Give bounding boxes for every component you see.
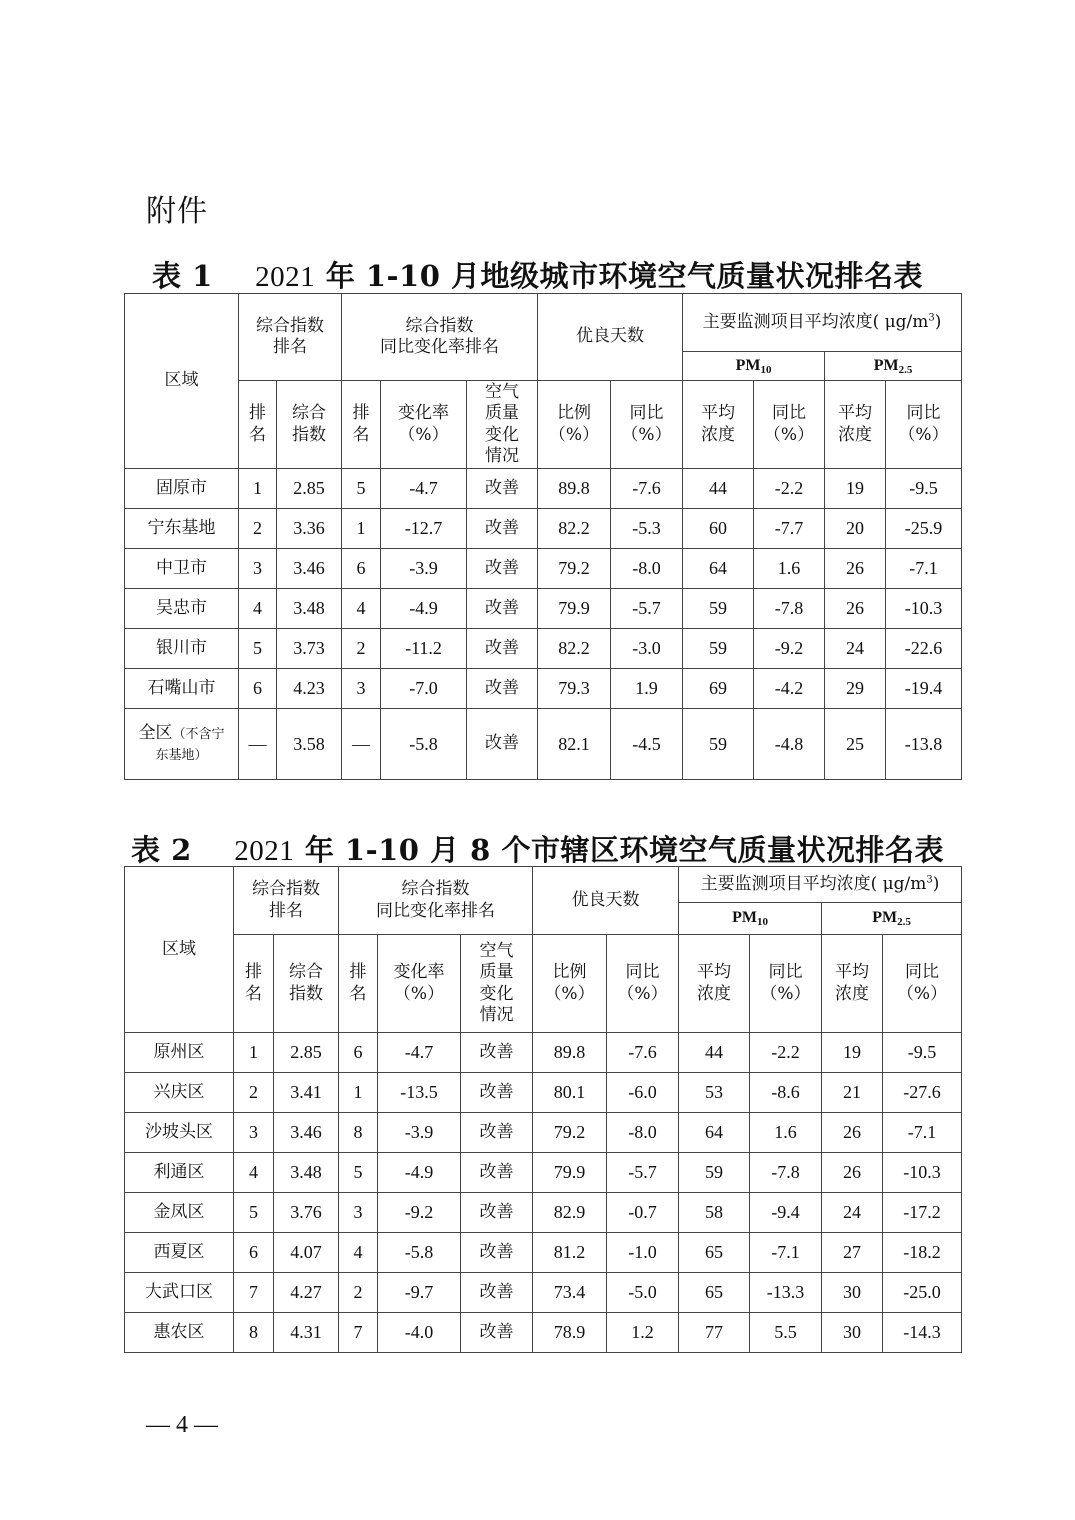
pm10-yoy-cell: -9.4: [750, 1193, 822, 1233]
region-cell: 固原市: [125, 469, 239, 509]
change-rank-group-header: 综合指数 同比变化率排名: [342, 294, 538, 381]
pollutant-group-header: 主要监测项目平均浓度( $\mu g/m^3$): [683, 294, 962, 352]
quality-cell: 改善: [467, 669, 538, 709]
ratio-cell: 82.2: [538, 509, 611, 549]
pm25-header: $PM_{2.5}$: [825, 352, 962, 381]
table1-caption-text: 年 1-10 月地级城市环境空气质量状况排名表: [325, 259, 924, 293]
index-cell: 4.27: [274, 1273, 339, 1313]
change-rank-cell: 3: [339, 1193, 378, 1233]
pm10-yoy-cell: 5.5: [750, 1313, 822, 1353]
table1-body: [125, 469, 962, 709]
change-rate-cell: -4.7: [378, 1033, 461, 1073]
region-cell: 银川市: [125, 629, 239, 669]
change-rank-cell: 2: [339, 1273, 378, 1313]
pm10-yoy-cell: -13.3: [750, 1273, 822, 1313]
quality-cell: 改善: [461, 1033, 533, 1073]
pm25-yoy-cell: -9.5: [883, 1033, 962, 1073]
change-rank-header: 排 名: [342, 381, 381, 469]
pm25-yoy-cell: -18.2: [883, 1233, 962, 1273]
ratio-yoy-cell: -8.0: [611, 549, 683, 589]
region-cell: 石嘴山市: [125, 669, 239, 709]
change-rank-group-header: 综合指数 同比变化率排名: [339, 867, 533, 935]
ratio-yoy-cell: -7.6: [607, 1033, 679, 1073]
pm10-yoy-cell: -7.8: [750, 1153, 822, 1193]
change-rate-cell: -4.7: [381, 469, 467, 509]
table2-caption-year: 2021: [234, 835, 295, 867]
region-cell: 惠农区: [125, 1313, 234, 1353]
composite-rank-group-header: 综合指数 排名: [234, 867, 339, 935]
region-cell: 兴庆区: [125, 1073, 234, 1113]
ratio-cell: 79.2: [538, 549, 611, 589]
pm25-avg-cell: 24: [825, 629, 886, 669]
pm10-avg-cell: 77: [679, 1313, 750, 1353]
index-cell: 2.85: [277, 469, 342, 509]
total-ratio-yoy-cell: -4.5: [611, 709, 683, 780]
pm25-yoy-header: 同比 （%）: [886, 381, 962, 469]
pm25-avg-cell: 26: [822, 1153, 883, 1193]
pm25-avg-cell: 26: [822, 1113, 883, 1153]
pm25-avg-cell: 21: [822, 1073, 883, 1113]
table1-header-row-3: [125, 381, 962, 469]
total-rank-cell: —: [239, 709, 277, 780]
pm25-avg-cell: 19: [822, 1033, 883, 1073]
rank-cell: 3: [239, 549, 277, 589]
quality-cell: 改善: [461, 1273, 533, 1313]
ratio-cell: 89.8: [533, 1033, 607, 1073]
pm10-avg-cell: 58: [679, 1193, 750, 1233]
pm10-yoy-cell: 1.6: [750, 1113, 822, 1153]
ratio-cell: 79.3: [538, 669, 611, 709]
pm25-avg-cell: 30: [822, 1273, 883, 1313]
table1-header-row-1: [125, 294, 962, 352]
pm10-yoy-cell: -8.6: [750, 1073, 822, 1113]
pm10-avg-cell: 59: [683, 629, 754, 669]
index-cell: 3.46: [277, 549, 342, 589]
pm25-header: $PM_{2.5}$: [822, 903, 962, 935]
region-cell: 中卫市: [125, 549, 239, 589]
pm10-avg-cell: 44: [683, 469, 754, 509]
table-row: [125, 629, 962, 669]
ratio-cell: 80.1: [533, 1073, 607, 1113]
pm10-avg-cell: 64: [679, 1113, 750, 1153]
pm25-avg-cell: 24: [822, 1193, 883, 1233]
ratio-cell: 78.9: [533, 1313, 607, 1353]
change-rank-cell: 6: [339, 1033, 378, 1073]
rank-cell: 6: [239, 669, 277, 709]
total-change-rank-cell: —: [342, 709, 381, 780]
change-rank-cell: 3: [342, 669, 381, 709]
pm25-yoy-cell: -7.1: [883, 1113, 962, 1153]
region-cell: 西夏区: [125, 1233, 234, 1273]
good-days-group-header: 优良天数: [538, 294, 683, 381]
total-pm10-avg-cell: 59: [683, 709, 754, 780]
table-row: [125, 1193, 962, 1233]
pm25-yoy-cell: -7.1: [886, 549, 962, 589]
pm10-avg-cell: 60: [683, 509, 754, 549]
table2-header-row-3: [125, 935, 962, 1033]
pm25-avg-cell: 20: [825, 509, 886, 549]
rank-cell: 2: [234, 1073, 274, 1113]
rank-cell: 2: [239, 509, 277, 549]
ratio-cell: 82.9: [533, 1193, 607, 1233]
index-header: 综合 指数: [277, 381, 342, 469]
table-row: [125, 1153, 962, 1193]
region-header: 区域: [125, 294, 239, 469]
pm10-yoy-header: 同比 （%）: [750, 935, 822, 1033]
change-rate-cell: -4.9: [381, 589, 467, 629]
rank-cell: 8: [234, 1313, 274, 1353]
quality-cell: 改善: [461, 1153, 533, 1193]
pm10-avg-cell: 59: [683, 589, 754, 629]
pm10-yoy-cell: -7.1: [750, 1233, 822, 1273]
region-cell: 吴忠市: [125, 589, 239, 629]
ratio-cell: 79.9: [538, 589, 611, 629]
change-rate-cell: -11.2: [381, 629, 467, 669]
pm25-avg-header: 平均 浓度: [825, 381, 886, 469]
table-row: [125, 589, 962, 629]
pollutant-group-header: 主要监测项目平均浓度( $\mu g/m^3$): [679, 867, 962, 903]
change-rank-header: 排 名: [339, 935, 378, 1033]
ratio-yoy-cell: -1.0: [607, 1233, 679, 1273]
quality-change-header: 空气 质量 变化 情况: [461, 935, 533, 1033]
change-rate-cell: -9.2: [378, 1193, 461, 1233]
index-cell: 3.73: [277, 629, 342, 669]
pm25-yoy-cell: -17.2: [883, 1193, 962, 1233]
pm25-yoy-header: 同比 （%）: [883, 935, 962, 1033]
pm25-yoy-cell: -9.5: [886, 469, 962, 509]
good-days-group-header: 优良天数: [533, 867, 679, 935]
table-row: [125, 1273, 962, 1313]
region-cell: 金凤区: [125, 1193, 234, 1233]
table2: [124, 866, 962, 1353]
change-rank-cell: 5: [339, 1153, 378, 1193]
pm10-avg-header: 平均 浓度: [679, 935, 750, 1033]
pm25-yoy-cell: -27.6: [883, 1073, 962, 1113]
rank-cell: 4: [239, 589, 277, 629]
change-rate-cell: -4.0: [378, 1313, 461, 1353]
pm10-avg-cell: 59: [679, 1153, 750, 1193]
change-rank-cell: 6: [342, 549, 381, 589]
pm25-avg-cell: 30: [822, 1313, 883, 1353]
table2-caption-prefix: 表 2: [131, 833, 192, 867]
pm25-avg-header: 平均 浓度: [822, 935, 883, 1033]
table1: [124, 293, 962, 780]
region-cell: 原州区: [125, 1033, 234, 1073]
change-rank-cell: 1: [339, 1073, 378, 1113]
quality-cell: 改善: [461, 1113, 533, 1153]
ratio-yoy-header: 同比 （%）: [611, 381, 683, 469]
pm25-avg-cell: 29: [825, 669, 886, 709]
change-rate-cell: -5.8: [378, 1233, 461, 1273]
pm10-avg-cell: 53: [679, 1073, 750, 1113]
rank-cell: 3: [234, 1113, 274, 1153]
pm10-avg-cell: 65: [679, 1233, 750, 1273]
ratio-yoy-cell: -5.0: [607, 1273, 679, 1313]
pm10-yoy-header: 同比 （%）: [754, 381, 825, 469]
rank-cell: 5: [234, 1193, 274, 1233]
region-cell: 沙坡头区: [125, 1113, 234, 1153]
total-pm10-yoy-cell: -4.8: [754, 709, 825, 780]
region-cell: 大武口区: [125, 1273, 234, 1313]
change-rank-cell: 8: [339, 1113, 378, 1153]
table-row: [125, 1033, 962, 1073]
ratio-header: 比例 （%）: [533, 935, 607, 1033]
ratio-header: 比例 （%）: [538, 381, 611, 469]
quality-change-header: 空气 质量 变化 情况: [467, 381, 538, 469]
rank-header: 排 名: [239, 381, 277, 469]
total-pm25-avg-cell: 25: [825, 709, 886, 780]
change-rate-cell: -13.5: [378, 1073, 461, 1113]
table2-header-row-1: [125, 867, 962, 903]
index-cell: 4.31: [274, 1313, 339, 1353]
pm10-yoy-cell: 1.6: [754, 549, 825, 589]
pm25-avg-cell: 26: [825, 589, 886, 629]
ratio-yoy-cell: 1.9: [611, 669, 683, 709]
table1-caption-prefix: 表 1: [151, 259, 213, 293]
pm25-avg-cell: 26: [825, 549, 886, 589]
pm10-yoy-cell: -2.2: [754, 469, 825, 509]
pm10-yoy-cell: -4.2: [754, 669, 825, 709]
table-row: [125, 669, 962, 709]
index-header: 综合 指数: [274, 935, 339, 1033]
ratio-yoy-cell: -3.0: [611, 629, 683, 669]
change-rank-cell: 1: [342, 509, 381, 549]
total-change-rate-cell: -5.8: [381, 709, 467, 780]
quality-cell: 改善: [461, 1193, 533, 1233]
ratio-yoy-cell: -6.0: [607, 1073, 679, 1113]
ratio-cell: 79.2: [533, 1113, 607, 1153]
pm10-avg-cell: 69: [683, 669, 754, 709]
table1-caption: [0, 254, 1075, 295]
rank-cell: 6: [234, 1233, 274, 1273]
rank-cell: 1: [239, 469, 277, 509]
quality-cell: 改善: [461, 1073, 533, 1113]
pm10-yoy-cell: -2.2: [750, 1033, 822, 1073]
table-row: [125, 509, 962, 549]
table-row: [125, 1233, 962, 1273]
pm10-yoy-cell: -7.8: [754, 589, 825, 629]
pm25-avg-cell: 19: [825, 469, 886, 509]
total-region-cell: 全区（不含宁 东基地）: [125, 709, 239, 780]
pm25-yoy-cell: -14.3: [883, 1313, 962, 1353]
table2-body: [125, 1033, 962, 1353]
pm25-avg-cell: 27: [822, 1233, 883, 1273]
ratio-yoy-cell: -5.7: [607, 1153, 679, 1193]
pm25-yoy-cell: -25.9: [886, 509, 962, 549]
index-cell: 2.85: [274, 1033, 339, 1073]
pm25-yoy-cell: -19.4: [886, 669, 962, 709]
table2-caption-text: 年 1-10 月 8 个市辖区环境空气质量状况排名表: [304, 833, 944, 867]
change-rate-header: 变化率 （%）: [381, 381, 467, 469]
pm25-yoy-cell: -25.0: [883, 1273, 962, 1313]
pm25-yoy-cell: -22.6: [886, 629, 962, 669]
ratio-yoy-cell: -8.0: [607, 1113, 679, 1153]
index-cell: 4.07: [274, 1233, 339, 1273]
table-row: [125, 549, 962, 589]
page-number: — 4 —: [146, 1412, 218, 1438]
pm10-avg-cell: 65: [679, 1273, 750, 1313]
index-cell: 3.48: [274, 1153, 339, 1193]
index-cell: 4.23: [277, 669, 342, 709]
index-cell: 3.48: [277, 589, 342, 629]
total-pm25-yoy-cell: -13.8: [886, 709, 962, 780]
rank-cell: 4: [234, 1153, 274, 1193]
change-rate-cell: -3.9: [381, 549, 467, 589]
table-row: [125, 1073, 962, 1113]
composite-rank-group-header: 综合指数 排名: [239, 294, 342, 381]
change-rank-cell: 2: [342, 629, 381, 669]
quality-cell: 改善: [467, 629, 538, 669]
annex-label: 附件: [146, 194, 208, 229]
index-cell: 3.41: [274, 1073, 339, 1113]
rank-cell: 7: [234, 1273, 274, 1313]
change-rank-cell: 5: [342, 469, 381, 509]
region-cell: 宁东基地: [125, 509, 239, 549]
change-rate-cell: -9.7: [378, 1273, 461, 1313]
change-rate-cell: -7.0: [381, 669, 467, 709]
total-index-cell: 3.58: [277, 709, 342, 780]
ratio-cell: 81.2: [533, 1233, 607, 1273]
ratio-yoy-cell: -5.3: [611, 509, 683, 549]
table1-caption-year: 2021: [255, 261, 316, 293]
change-rate-header: 变化率 （%）: [378, 935, 461, 1033]
index-cell: 3.46: [274, 1113, 339, 1153]
ratio-yoy-cell: -5.7: [611, 589, 683, 629]
change-rank-cell: 4: [339, 1233, 378, 1273]
ratio-cell: 79.9: [533, 1153, 607, 1193]
pm10-yoy-cell: -7.7: [754, 509, 825, 549]
pm10-avg-cell: 64: [683, 549, 754, 589]
quality-cell: 改善: [461, 1313, 533, 1353]
ratio-yoy-cell: -7.6: [611, 469, 683, 509]
change-rank-cell: 7: [339, 1313, 378, 1353]
ratio-cell: 73.4: [533, 1273, 607, 1313]
ratio-yoy-header: 同比 （%）: [607, 935, 679, 1033]
rank-cell: 1: [234, 1033, 274, 1073]
change-rate-cell: -3.9: [378, 1113, 461, 1153]
total-quality-cell: 改善: [467, 709, 538, 780]
ratio-yoy-cell: 1.2: [607, 1313, 679, 1353]
region-header: 区域: [125, 867, 234, 1033]
pm10-header: $PM_{10}$: [683, 352, 825, 381]
ratio-yoy-cell: -0.7: [607, 1193, 679, 1233]
pm25-yoy-cell: -10.3: [883, 1153, 962, 1193]
quality-cell: 改善: [467, 469, 538, 509]
rank-cell: 5: [239, 629, 277, 669]
table-row: [125, 1113, 962, 1153]
table-row: [125, 1313, 962, 1353]
change-rate-cell: -4.9: [378, 1153, 461, 1193]
quality-cell: 改善: [467, 589, 538, 629]
index-cell: 3.36: [277, 509, 342, 549]
quality-cell: 改善: [467, 549, 538, 589]
table1-total-row: [125, 709, 962, 780]
change-rate-cell: -12.7: [381, 509, 467, 549]
rank-header: 排 名: [234, 935, 274, 1033]
pm10-yoy-cell: -9.2: [754, 629, 825, 669]
ratio-cell: 82.2: [538, 629, 611, 669]
ratio-cell: 89.8: [538, 469, 611, 509]
pm10-avg-header: 平均 浓度: [683, 381, 754, 469]
total-ratio-cell: 82.1: [538, 709, 611, 780]
quality-cell: 改善: [461, 1233, 533, 1273]
quality-cell: 改善: [467, 509, 538, 549]
table2-caption: [0, 828, 1075, 869]
table-row: [125, 469, 962, 509]
index-cell: 3.76: [274, 1193, 339, 1233]
pm10-avg-cell: 44: [679, 1033, 750, 1073]
pm10-header: $PM_{10}$: [679, 903, 822, 935]
change-rank-cell: 4: [342, 589, 381, 629]
region-cell: 利通区: [125, 1153, 234, 1193]
pm25-yoy-cell: -10.3: [886, 589, 962, 629]
